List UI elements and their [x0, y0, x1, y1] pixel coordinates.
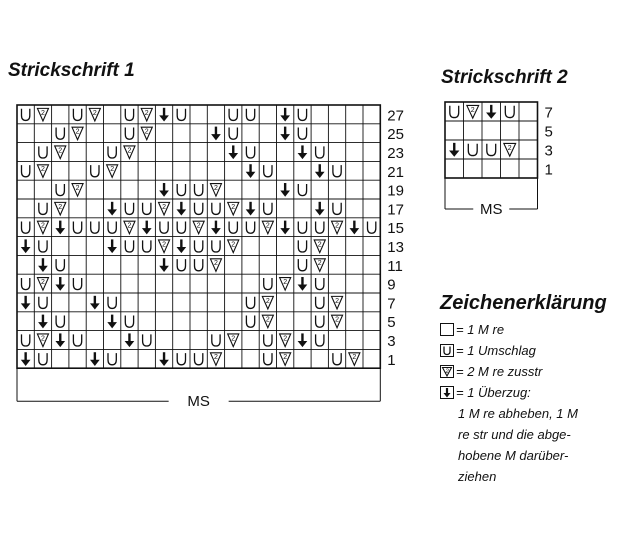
k2tog-label-r6-c18: 2 — [335, 222, 340, 230]
chart1-row-number: 27 — [387, 107, 404, 125]
chart1-title: Strickschrift 1 — [8, 60, 135, 81]
k2tog-label-r1-c3: 2 — [75, 128, 80, 136]
k2tog-label-r0-c1: 2 — [40, 109, 45, 117]
legend-continuation-1: 1 M re abheben, 1 M — [458, 406, 578, 421]
chart1-row-number: 7 — [387, 295, 396, 313]
chart2-row-number: 3 — [544, 142, 553, 160]
k2tog-label-r8-c11: 2 — [213, 260, 218, 268]
chart2-row-number: 1 — [544, 161, 553, 179]
chart1-row-number: 9 — [387, 276, 396, 294]
legend-text-k2tog: = 2 M re zusstr — [456, 364, 543, 379]
legend-item-k2tog — [440, 361, 630, 382]
chart2-title: Strickschrift 2 — [441, 67, 568, 88]
chart1-row-number: 3 — [387, 333, 396, 351]
yarn-over-icon — [440, 344, 454, 357]
k2tog-label-r6-c14: 2 — [265, 222, 270, 230]
chart1-row-number: 25 — [387, 126, 404, 144]
legend-text-slip-over: = 1 Überzug: — [456, 385, 531, 400]
empty-square-icon — [440, 323, 454, 336]
k2tog-label-r7-c12: 2 — [231, 241, 236, 249]
knit-two-together-icon — [440, 365, 454, 378]
chart1-row-number: 5 — [387, 314, 396, 332]
k2tog-label-r10-c14: 2 — [265, 297, 270, 305]
chart1-row-number: 15 — [387, 220, 404, 238]
k2tog-label-r3-c1: 2 — [40, 166, 45, 174]
svg-text:2: 2 — [445, 369, 449, 375]
k2tog-label-r7-c17: 2 — [317, 241, 322, 249]
chart2-ms-label: MS — [480, 201, 503, 218]
k2tog-label-r6-c1: 2 — [40, 222, 45, 230]
k2tog-label-r12-c15: 2 — [283, 335, 288, 343]
k2tog-label-r4-c3: 2 — [75, 184, 80, 192]
chart1-row-number: 23 — [387, 145, 404, 163]
chart1-row-number: 13 — [387, 239, 404, 257]
legend-text-yarn-over: = 1 Umschlag — [456, 343, 536, 358]
k2tog-label-r0-c7: 2 — [144, 109, 149, 117]
k2tog-label-r9-c15: 2 — [283, 278, 288, 286]
k2tog-label-r0-c4: 2 — [92, 109, 97, 117]
legend-heading: Zeichenerklärung — [440, 292, 607, 314]
legend-text-knit: = 1 M re — [456, 322, 505, 337]
k2tog-label-r4-c11: 2 — [213, 184, 218, 192]
legend-continuation-4: ziehen — [458, 469, 497, 484]
k2tog-label-r5-c12: 2 — [231, 203, 236, 211]
legend-item-knit — [440, 319, 630, 340]
legend-item-slip-over — [440, 382, 630, 403]
k2tog-label-r12-c1: 2 — [40, 335, 45, 343]
chart1-row-number: 19 — [387, 182, 404, 200]
k2tog-label-r2-c6: 2 — [127, 147, 132, 155]
k2tog-label-r13-c19: 2 — [352, 354, 357, 362]
chart1-row-number: 21 — [387, 163, 404, 181]
k2tog-label-r11-c14: 2 — [265, 316, 270, 324]
k2tog-label-r13-c15: 2 — [283, 354, 288, 362]
k2tog-label-r6-c6: 2 — [127, 222, 132, 230]
k2tog-label-r13-c11: 2 — [213, 354, 218, 362]
k2tog-label-r0-c1: 2 — [470, 106, 475, 114]
k2tog-label-r11-c18: 2 — [335, 316, 340, 324]
k2tog-label-r6-c10: 2 — [196, 222, 201, 230]
k2tog-label-r10-c18: 2 — [335, 297, 340, 305]
k2tog-label-r12-c12: 2 — [231, 335, 236, 343]
k2tog-label-r5-c2: 2 — [58, 203, 63, 211]
legend-item-yarn-over — [440, 340, 630, 361]
legend — [440, 292, 630, 487]
k2tog-label-r2-c2: 2 — [58, 147, 63, 155]
k2tog-label-r3-c5: 2 — [110, 166, 115, 174]
chart1-row-number: 17 — [387, 201, 404, 219]
k2tog-label-r2-c3: 2 — [507, 144, 512, 152]
k2tog-label-r1-c7: 2 — [144, 128, 149, 136]
k2tog-label-r5-c8: 2 — [162, 203, 167, 211]
chart1-row-number: 11 — [387, 257, 403, 275]
chart1-ms-label: MS — [187, 393, 210, 411]
chart2-row-number: 7 — [544, 104, 553, 122]
legend-continuation-2: re str und die abge- — [458, 427, 571, 442]
arrow-down-icon — [440, 386, 454, 399]
chart1-row-number: 1 — [387, 351, 396, 369]
k2tog-label-r9-c1: 2 — [40, 278, 45, 286]
k2tog-label-r7-c8: 2 — [162, 241, 167, 249]
chart2-row-number: 5 — [544, 123, 553, 141]
legend-continuation-3: hobene M darüber- — [458, 448, 569, 463]
k2tog-label-r8-c17: 2 — [317, 260, 322, 268]
